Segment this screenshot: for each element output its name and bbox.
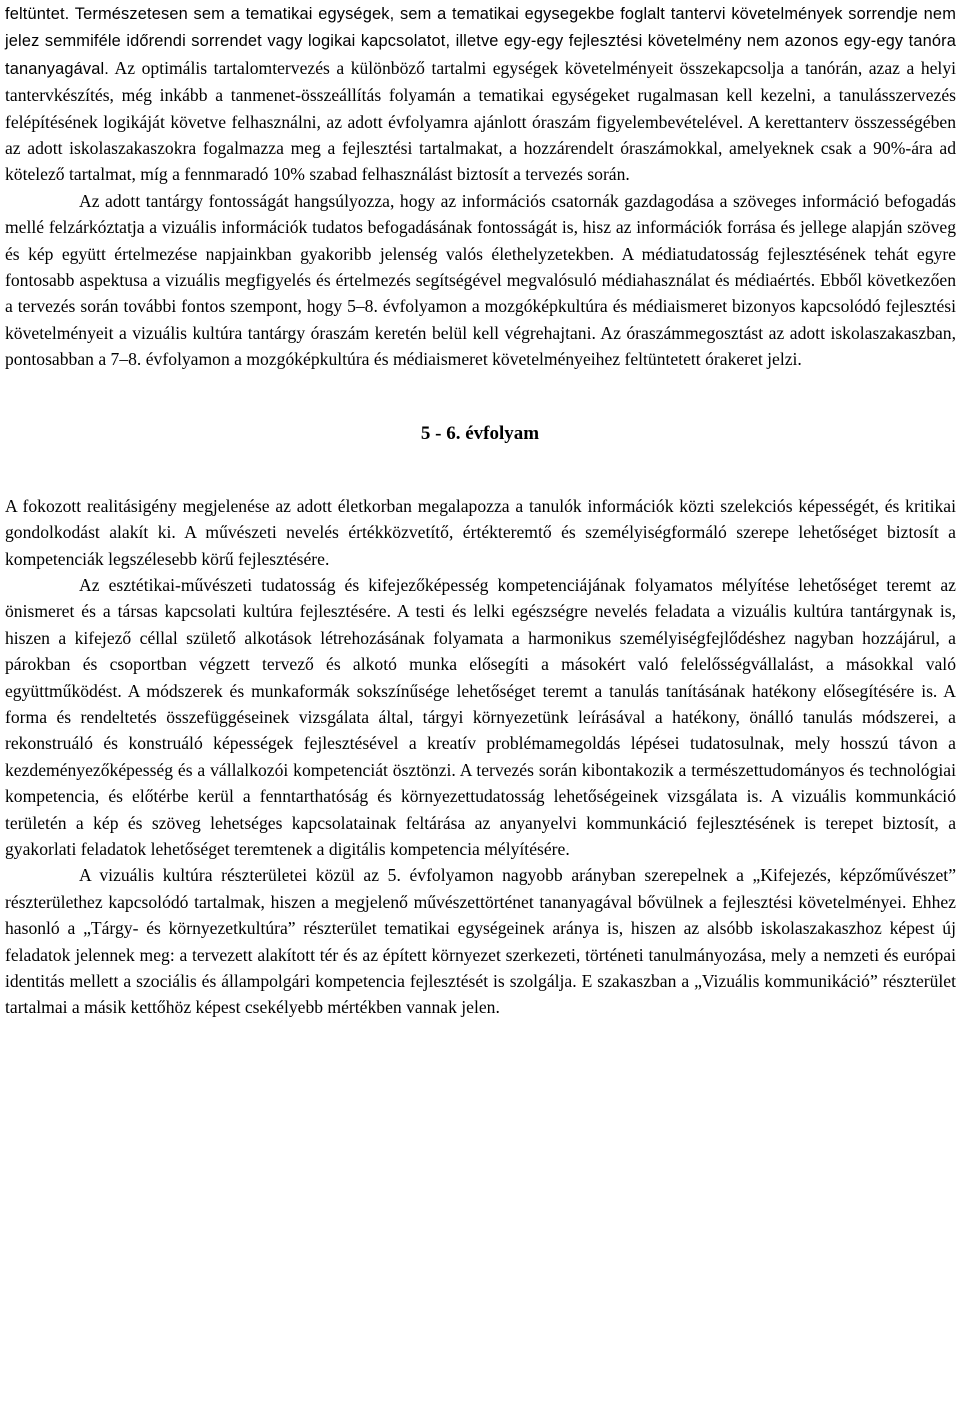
intro-sans-text: feltüntet. Természetesen sem a tematikai egységek, sem a tematikai egysegekbe foglalt tantervi követelmények sorrendje nem jelez semmiféle időrendi sorrendet vagy logikai kapcsolatot, illetve egy-egy fejlesztési követelmény nem azonos egy-egy tanóra tananyagával. <box>5 5 956 78</box>
section-heading: 5 - 6. évfolyam <box>420 422 540 444</box>
intro-paragraph <box>0 0 960 188</box>
paragraph-aesthetic-competence: Az esztétikai-művészeti tudatosság és kifejezőképesség kompetenciájának folyamatos mélyítése lehetőséget teremt az önismeret és a társas kapcsolati kultúra fejlesztésére. A testi és lelki egészségre nevelés feladata a vizuális kultúra tantárgynak is, hiszen a kifejező céllal születő alkotások létrehozásának folyamata a harmonikus személyiségfejlődéshez nagyban hozzájárul, a párokban és csoportban végzett tervező és alkotó munka elősegíti a másokért való felelősségvállalást, a másokkal való együttműködést. A módszerek és munkaformák sokszínűsége lehetőséget teremt a tanulás tanításának hatékony elősegítésére is. A forma és rendeltetés összefüggéseinek vizsgálata által, tárgyi környezetünk leírásával a hatékony, önálló tanulás módszerei, a rekonstruáló és konstruáló képességek fejlesztésével a kreatív problémamegoldás lépései tudatosulnak, mely hosszú távon a kezdeményezőképesség és a vállalkozói kompetenciát ösztönzi. A tervezés során kibontakozik a természettudományos és technológiai kompetencia, és előtérbe kerül a fenntarthatóság és környezettudatosság lehetőségeinek vizsgálata is. A vizuális kommunkáció területén a kép és szöveg lehetséges kapcsolatainak feltárása az anyanyelvi kommunkáció fejlesztésének is terepet biztosít, a gyakorlati feladatok lehetőséget teremtenek a digitális kompetencia mélyítésére. <box>5 574 956 859</box>
paragraph-media-literacy: Az adott tantárgy fontosságát hangsúlyozza, hogy az információs csatornák gazdagodása a szöveges információ befogadás mellé felzárkóztatja a vizuális információk tudatos befogadásának fontosságát is, hisz az információk forrása és jellege alapján szöveg és kép együtt értelmezése napjainkban gyakoribb jelenség valós élethelyzetekben. A médiatudatosság fejlesztésének tehát egyre fontosabb aspektusa a vizuális megfigyelés és értelmezés segítségével megvalósuló médiahasználat és médiaértés. Ebből következően a tervezés során további fontos szempont, hogy 5–8. évfolyamon a mozgóképkultúra és médiaismeret bizonyos kapcsolódó fejlesztési követelményeit a vizuális kultúra tantárgy óraszám keretén belül kell végrehajtani. Az óraszámmegosztást az adott iskolaszakaszban, pontosabban a 7–8. évfolyamon a mozgóképkultúra és médiaismeret követelményeihez feltüntetett órakeret jelzi. <box>5 190 956 370</box>
paragraph-subareas: A vizuális kultúra részterületei közül az 5. évfolyamon nagyobb arányban szerepelnek a „Kifejezés, képzőművészet” részterülethez kapcsolódó tartalmak, hiszen a megjelenő művészettörténet tananyagával bővülnek a fejlesztési követelményei. Ehhez hasonló a „Tárgy- és környezetkultúra” részterület tematikai egységeinek aránya is, hiszen az alsóbb iskolaszakaszhoz képest új feladatok jelennek meg: a tervezett alakított tér és az épített környezet szerkezeti, történeti tanulmányozása, mely a nemzeti és európai identitás mellett a szociális és állampolgári kompetencia fejlesztését is szolgálja. E szakaszban a „Vizuális kommunikáció” részterület tartalmai a másik kettőhöz képest csekélyebb mértékben vannak jelen. <box>5 865 956 1018</box>
intro-serif-text: Az optimális tartalomtervezés a különböző tartalmi egységek követelményeit összekapcsolja a tanórán, azaz a helyi tantervkészítés, még inkább a tanmenet-összeállítás folyamán a tematikai egységeket rugalmasan kell kezelni, a tanulásszervezés felépítésének logikáját követve felhasználni, az adott évfolyamra ajánlott óraszám figyelembevételével. A kerettanterv összességében az adott iskolaszakaszokra fogalmazza meg a fejlesztési tartalmakat, a hozzárendelt óraszámokkal, amelyeknek csak a 90%-ára ad kötelező tartalmat, míg a fennmaradó 10% szabad felhasználást biztosít a tervezés során. <box>5 57 956 185</box>
spacer <box>0 373 960 421</box>
spacer <box>0 447 960 493</box>
paragraph-realism: A fokozott realitásigény megjelenése az adott életkorban megalapozza a tanulók információk közti szelekciós képességét, és kritikai gondolkodást alakít ki. A művészeti nevelés értékközvetítő, értékteremtő és személyiségformáló szerepe lehetőséget biztosít a kompetenciák legszélesebb körű fejlesztésére. <box>5 495 956 569</box>
